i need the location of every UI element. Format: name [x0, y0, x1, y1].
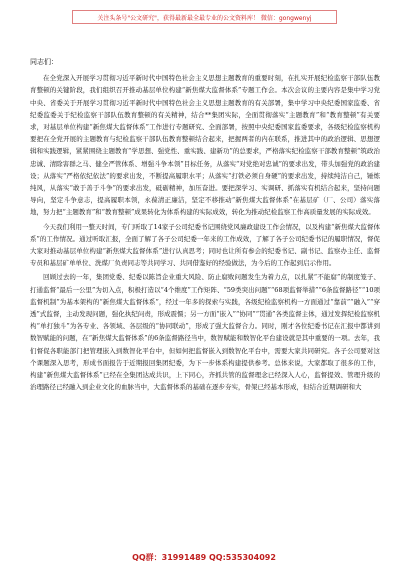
paragraph-2: 今天我们利用一整天时间，专门听取了14家子公司纪委书记围绕党风廉政建设工作会情况，以及构建“新焦煤大监督体系”的工作情况。通过听取汇报，全面了解了各子公司纪委一年来的工作成效，了解了各子公司纪委书记的履职情况，督促大家对推动基层单位构建“新焦煤大监督体系”进行认真思考；同时也让所有参会的纪委书记、副书记、监察办主任、监督专员和基层矿单单位、洗煤厂负责同志等共同学习、共同借鉴好的经验做法，为今后的工作起到启示作用。: [30, 222, 380, 268]
document-body: [30, 56, 380, 393]
top-banner: [72, 10, 337, 24]
banner-text: 关注头条号"公文研究"，获得最新最全最专业的公文资料库！ 微信：gongwenyj: [97, 14, 312, 22]
salutation: 同志们：: [30, 58, 58, 66]
footer-contact: QQ群：31991489 QQ:535304092: [132, 553, 276, 562]
paragraph-1: 在全党深入开展学习贯彻习近平新时代中国特色社会主义思想主题教育的重要时刻，在扎实开展纪检监察干部队伍教育整顿的关键阶段，我们组织召开推动基层单位构建“新焦煤大监督体系”专题工作会。本次会议的主要内容是集中学习党中央、省委关于开展学习贯彻习近平新时代中国特色社会主义思想主题教育的有关部署，集中学习中央纪委国家监委、省纪委监委关于纪检监察干部队伍教育整顿的有关精神，结合**集团实际，全面贯彻落实“主题教育”和“教育整顿”有关要求，对基层单位构建“新焦煤大监督体系”工作进行专题研究、全面部署，按照中央纪委国家监委要求，各级纪检监察机构要把在全党开展的主题教育与纪检监察干部队伍教育整顿结合起来，把握两者的内在联系，推进其中的政治逻辑、思想逻辑和实践逻辑，紧紧围绕主题教育“学思想、强党性、重实践、建新功”的总要求，严格落实纪检监察干部教育整顿“筑政治忠诚、清除害群之马、健全严管体系、增强斗争本领”目标任务，从落实“对党绝对忠诚”的要求出发，带头加强党的政治建设；从落实“严格依纪依法”的要求出发，不断提高履职水平；从落实“打铁必须自身硬”的要求出发，持续纯洁自己，锤炼纯风，从落实“敢于善于斗争”的要求出发，砥砺精神，加压奋进。要把深学习、实调研、抓落实有机结合起来，坚持问题导向，坚定斗争意志，提高履职本领，永葆清正廉洁，坚定不移推动“新焦煤大监督体系”在基层矿（厂、公司）落实落地，努力把“主题教育”和“教育整顿”成果转化为体系构建的实际成效，转化为推动纪检监察工作高质量发展的实际成效。: [30, 74, 380, 217]
paragraph-3: 回顾过去的一年，集团党委、纪委以陈旨企业重大风险、防止腐败问题发生为着力点，以扎紧“不能腐”的制度笼子、打通监督“最后一公里”为切入点，积极打造以“4个维度”工作矩阵、“59类突出问题”“68项监督举措”“6条监督路径”“10项监督机制”为基本架构的“新焦煤大监督体系”，经过一年多的探索与实践，各级纪检监察机构一方面通过“靠前”“融入”“穿透”式监督，主动发现问题，强化执纪问责，形成震慑；另一方面“嵌入”“协同”“贯通”各类监督主体，通过发挥纪检监察机构“单打独斗”为各专业、各领域、各层级的“协同联动”，形成了强大监督合力。同时，刚才各位纪委书记在汇报中都讲到数智赋能的问题，在“新焦煤大监督体系”的6条监督路径当中，数智赋能和数智化平台建设就是其中重要的一项。去年，我们督促各职能部门把管理嵌入到数智化平台中，但如何把监督嵌入到数智化平台中，需要大家共同研究。各子公司要对这个课题深入思考，形成书面报告于近期报回集团纪委，为下一步体系构建提供参考。总体来说，大家都取了很多的工作，构建“新焦煤大监督体系”已经在全集团达成共识，上下同心，齐抓共管的监督理念已经深入人心，监督提效、管理升级的治理路径已经融入到企业文化的血脉当中，大监督体系的基础在逐步夯实，骨架已经基本形成，但结合近期调研和大: [30, 273, 380, 392]
